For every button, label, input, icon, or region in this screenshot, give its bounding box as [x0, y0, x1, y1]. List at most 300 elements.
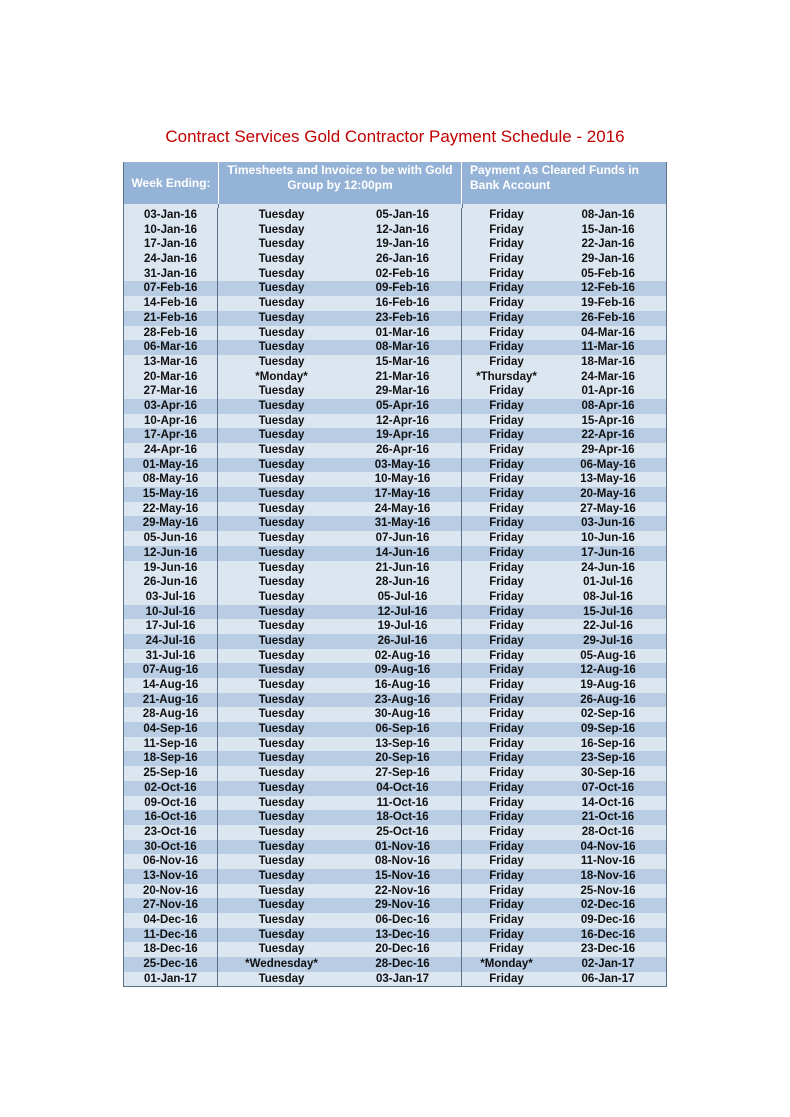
payment-date-cell: 16-Dec-16: [580, 928, 636, 941]
payment-date-cell: 25-Nov-16: [580, 884, 636, 897]
week-ending-cell: 01-May-16: [124, 458, 218, 473]
table-row: [124, 737, 666, 752]
table-row: [124, 810, 666, 825]
payment-date-cell: 09-Dec-16: [580, 914, 636, 926]
week-ending-cell: 24-Jan-16: [124, 252, 218, 267]
payment-day-cell: Friday: [489, 590, 524, 603]
timesheet-date-cell: 16-Aug-16: [344, 678, 462, 693]
week-ending-cell: 09-Oct-16: [124, 796, 218, 811]
timesheet-date-cell: 26-Apr-16: [344, 443, 462, 458]
table-row: [124, 252, 666, 267]
timesheet-day-cell: Tuesday: [258, 590, 305, 603]
timesheet-date-cell: 19-Apr-16: [344, 428, 462, 443]
week-ending-cell: 14-Feb-16: [124, 296, 218, 311]
table-row: [124, 781, 666, 796]
timesheet-day-cell: Tuesday: [258, 796, 305, 809]
week-ending-cell: 10-Jul-16: [124, 605, 218, 620]
timesheet-day-cell: Tuesday: [258, 561, 305, 574]
payment-day-cell: Friday: [489, 517, 524, 530]
timesheet-date-cell: 19-Jan-16: [344, 237, 462, 252]
payment-day-cell: Friday: [489, 532, 524, 545]
payment-day-cell: Friday: [489, 752, 524, 765]
payment-date-cell: 12-Aug-16: [580, 664, 636, 677]
timesheet-date-cell: 08-Nov-16: [344, 854, 462, 869]
week-ending-cell: 18-Sep-16: [124, 751, 218, 766]
payment-date-cell: 01-Jul-16: [583, 576, 633, 589]
table-row: [124, 546, 666, 561]
week-ending-cell: 19-Jun-16: [124, 561, 218, 576]
payment-date-cell: 15-Jul-16: [583, 605, 633, 618]
timesheet-date-cell: 14-Jun-16: [344, 546, 462, 561]
payment-date-cell: 23-Sep-16: [580, 752, 636, 765]
payment-date-cell: 27-May-16: [580, 502, 636, 515]
payment-date-cell: 05-Aug-16: [580, 649, 636, 662]
week-ending-cell: 11-Sep-16: [124, 737, 218, 752]
table-row: [124, 428, 666, 443]
week-ending-cell: 17-Apr-16: [124, 428, 218, 443]
week-ending-cell: 07-Aug-16: [124, 663, 218, 678]
payment-day-cell: Friday: [489, 723, 524, 736]
payment-day-cell: Friday: [489, 209, 524, 221]
payment-date-cell: 30-Sep-16: [580, 767, 636, 780]
timesheet-day-cell: Tuesday: [258, 502, 305, 515]
week-ending-cell: 23-Oct-16: [124, 825, 218, 840]
payment-day-cell: Friday: [489, 693, 524, 706]
week-ending-cell: 21-Aug-16: [124, 693, 218, 708]
timesheet-day-cell: Tuesday: [258, 253, 305, 266]
timesheet-date-cell: 17-May-16: [344, 487, 462, 502]
payment-day-cell: Friday: [489, 223, 524, 236]
payment-date-cell: 02-Sep-16: [580, 708, 636, 721]
table-row: [124, 634, 666, 649]
payment-date-cell: 16-Sep-16: [580, 737, 636, 750]
table-row: [124, 326, 666, 341]
payment-date-cell: 02-Jan-17: [581, 958, 635, 971]
payment-day-cell: Friday: [489, 943, 524, 956]
timesheet-day-cell: Tuesday: [258, 444, 305, 456]
week-ending-cell: 05-Jun-16: [124, 531, 218, 546]
payment-date-cell: 26-Aug-16: [580, 693, 636, 706]
payment-day-cell: Friday: [489, 840, 524, 853]
payment-date-cell: 19-Aug-16: [580, 679, 636, 691]
table-row: [124, 913, 666, 928]
payment-date-cell: 08-Jan-16: [581, 209, 635, 221]
week-ending-cell: 17-Jan-16: [124, 237, 218, 252]
payment-date-cell: 11-Mar-16: [581, 341, 635, 354]
week-ending-cell: 27-Nov-16: [124, 898, 218, 913]
week-ending-cell: 30-Oct-16: [124, 840, 218, 855]
timesheet-day-cell: Tuesday: [258, 914, 305, 926]
week-ending-cell: 03-Apr-16: [124, 399, 218, 414]
payment-day-cell: Friday: [489, 811, 524, 824]
payment-day-cell: Friday: [489, 297, 524, 310]
table-row: [124, 840, 666, 855]
payment-day-cell: Friday: [489, 620, 524, 633]
payment-date-cell: 06-May-16: [580, 458, 636, 471]
week-ending-cell: 27-Mar-16: [124, 384, 218, 399]
payment-date-cell: 08-Apr-16: [581, 399, 635, 412]
timesheet-day-cell: Tuesday: [258, 811, 305, 824]
timesheet-day-cell: Tuesday: [258, 488, 305, 501]
timesheet-day-cell: Tuesday: [258, 899, 305, 912]
payment-day-cell: Friday: [489, 737, 524, 750]
timesheet-date-cell: 24-May-16: [344, 502, 462, 517]
payment-day-cell: Friday: [489, 502, 524, 515]
week-ending-cell: 13-Nov-16: [124, 869, 218, 884]
payment-day-cell: Friday: [489, 546, 524, 559]
timesheet-day-cell: Tuesday: [258, 767, 305, 780]
week-ending-cell: 20-Mar-16: [124, 370, 218, 385]
payment-day-cell: Friday: [489, 253, 524, 266]
payment-date-cell: 02-Dec-16: [580, 899, 636, 912]
timesheet-day-cell: Tuesday: [258, 708, 305, 721]
timesheet-date-cell: 05-Jan-16: [344, 208, 462, 223]
table-row: [124, 208, 666, 223]
table-row: [124, 340, 666, 355]
payment-date-cell: 07-Oct-16: [581, 781, 635, 794]
table-row: [124, 516, 666, 531]
payment-date-cell: 20-May-16: [580, 488, 636, 501]
timesheet-date-cell: 30-Aug-16: [344, 707, 462, 722]
payment-date-cell: 22-Jan-16: [581, 238, 635, 251]
table-row: [124, 472, 666, 487]
timesheet-day-cell: Tuesday: [258, 649, 305, 662]
payment-date-cell: 18-Mar-16: [581, 355, 635, 368]
payment-day-cell: Friday: [489, 444, 524, 456]
payment-date-cell: 22-Apr-16: [581, 429, 635, 442]
table-row: [124, 443, 666, 458]
timesheet-day-cell: Tuesday: [258, 429, 305, 442]
payment-date-cell: 17-Jun-16: [581, 546, 635, 559]
payment-day-cell: Friday: [489, 399, 524, 412]
timesheet-date-cell: 29-Mar-16: [344, 384, 462, 399]
payment-date-cell: 13-May-16: [580, 473, 636, 486]
timesheet-date-cell: 22-Nov-16: [344, 884, 462, 899]
payment-date-cell: 06-Jan-17: [581, 972, 635, 985]
timesheet-date-cell: 20-Sep-16: [344, 751, 462, 766]
payment-day-cell: Friday: [489, 664, 524, 677]
table-row: [124, 561, 666, 576]
payment-day-cell: Friday: [489, 679, 524, 691]
payment-day-cell: Friday: [489, 708, 524, 721]
timesheet-day-cell: Tuesday: [258, 869, 305, 882]
week-ending-cell: 28-Feb-16: [124, 326, 218, 341]
timesheet-day-cell: Tuesday: [258, 576, 305, 589]
payment-date-cell: 15-Jan-16: [581, 223, 635, 236]
payment-day-cell: Friday: [489, 781, 524, 794]
table-row: [124, 972, 666, 987]
table-row: [124, 928, 666, 943]
timesheet-date-cell: 03-May-16: [344, 458, 462, 473]
table-body: [124, 208, 666, 986]
week-ending-cell: 25-Dec-16: [124, 957, 218, 972]
week-ending-cell: 17-Jul-16: [124, 619, 218, 634]
table-row: [124, 796, 666, 811]
timesheet-day-cell: Tuesday: [258, 341, 305, 354]
table-row: [124, 707, 666, 722]
table-row: [124, 722, 666, 737]
payment-date-cell: 09-Sep-16: [580, 723, 636, 736]
week-ending-cell: 21-Feb-16: [124, 311, 218, 326]
timesheet-day-cell: Tuesday: [258, 634, 305, 647]
timesheet-date-cell: 05-Apr-16: [344, 399, 462, 414]
payment-date-cell: 29-Jan-16: [581, 253, 635, 266]
week-ending-cell: 08-May-16: [124, 472, 218, 487]
timesheet-day-cell: Tuesday: [258, 209, 305, 221]
timesheet-date-cell: 19-Jul-16: [344, 619, 462, 634]
payment-date-cell: 08-Jul-16: [583, 590, 633, 603]
payment-date-cell: 10-Jun-16: [581, 532, 635, 545]
payment-date-cell: 24-Jun-16: [581, 561, 635, 574]
timesheet-date-cell: 20-Dec-16: [344, 942, 462, 957]
payment-day-cell: Friday: [489, 576, 524, 589]
timesheet-date-cell: 26-Jul-16: [344, 634, 462, 649]
table-row: [124, 281, 666, 296]
timesheet-date-cell: 03-Jan-17: [344, 972, 462, 987]
timesheet-date-cell: 21-Mar-16: [344, 370, 462, 385]
page-title: Contract Services Gold Contractor Payment Schedule - 2016: [165, 127, 625, 146]
timesheet-date-cell: 01-Nov-16: [344, 840, 462, 855]
week-ending-cell: 03-Jan-16: [124, 208, 218, 223]
week-ending-cell: 11-Dec-16: [124, 928, 218, 943]
table-row: [124, 942, 666, 957]
payment-day-cell: Friday: [489, 488, 524, 501]
payment-day-cell: Friday: [489, 414, 524, 427]
week-ending-cell: 20-Nov-16: [124, 884, 218, 899]
payment-day-cell: Friday: [489, 767, 524, 780]
timesheet-day-cell: Tuesday: [258, 355, 305, 368]
timesheet-day-cell: Tuesday: [258, 399, 305, 412]
timesheet-day-cell: Tuesday: [258, 223, 305, 236]
table-row: [124, 854, 666, 869]
timesheet-date-cell: 29-Nov-16: [344, 898, 462, 913]
week-ending-cell: 28-Aug-16: [124, 707, 218, 722]
table-row: [124, 898, 666, 913]
table-row: [124, 649, 666, 664]
week-ending-cell: 06-Nov-16: [124, 854, 218, 869]
timesheet-date-cell: 01-Mar-16: [344, 326, 462, 341]
timesheet-date-cell: 13-Dec-16: [344, 928, 462, 943]
table-header: [124, 162, 666, 204]
timesheet-date-cell: 12-Jan-16: [344, 223, 462, 238]
timesheet-day-cell: Tuesday: [258, 723, 305, 736]
payment-schedule-table: [123, 162, 667, 987]
table-row: [124, 296, 666, 311]
timesheet-date-cell: 15-Nov-16: [344, 869, 462, 884]
week-ending-cell: 24-Jul-16: [124, 634, 218, 649]
timesheet-date-cell: 15-Mar-16: [344, 355, 462, 370]
table-row: [124, 223, 666, 238]
payment-day-cell: Friday: [489, 311, 524, 324]
timesheet-date-cell: 06-Dec-16: [344, 913, 462, 928]
week-ending-cell: 07-Feb-16: [124, 281, 218, 296]
timesheet-day-cell: *Monday*: [255, 370, 308, 383]
week-ending-cell: 31-Jul-16: [124, 649, 218, 664]
table-row: [124, 237, 666, 252]
payment-day-cell: Friday: [489, 238, 524, 251]
payment-day-cell: Friday: [489, 634, 524, 647]
payment-date-cell: 19-Feb-16: [581, 297, 635, 310]
timesheet-day-cell: Tuesday: [258, 267, 305, 280]
payment-day-cell: Friday: [489, 825, 524, 838]
timesheet-date-cell: 02-Aug-16: [344, 649, 462, 664]
payment-day-cell: Friday: [489, 326, 524, 339]
timesheet-day-cell: Tuesday: [258, 385, 305, 398]
timesheet-day-cell: Tuesday: [258, 943, 305, 956]
timesheet-day-cell: Tuesday: [258, 311, 305, 324]
payment-date-cell: 03-Jun-16: [581, 517, 635, 530]
week-ending-cell: 24-Apr-16: [124, 443, 218, 458]
week-ending-cell: 10-Apr-16: [124, 414, 218, 429]
table-row: [124, 693, 666, 708]
table-row: [124, 619, 666, 634]
table-row: [124, 399, 666, 414]
timesheet-date-cell: 18-Oct-16: [344, 810, 462, 825]
payment-date-cell: 15-Apr-16: [581, 414, 635, 427]
timesheet-day-cell: Tuesday: [258, 781, 305, 794]
timesheet-day-cell: Tuesday: [258, 884, 305, 897]
payment-day-cell: Friday: [489, 605, 524, 618]
timesheet-day-cell: Tuesday: [258, 840, 305, 853]
timesheet-day-cell: Tuesday: [258, 517, 305, 530]
payment-day-cell: Friday: [489, 282, 524, 295]
timesheet-date-cell: 09-Feb-16: [344, 281, 462, 296]
timesheet-date-cell: 07-Jun-16: [344, 531, 462, 546]
timesheet-date-cell: 21-Jun-16: [344, 561, 462, 576]
timesheet-day-cell: Tuesday: [258, 414, 305, 427]
payment-day-cell: Friday: [489, 914, 524, 926]
timesheet-date-cell: 23-Feb-16: [344, 311, 462, 326]
table-row: [124, 751, 666, 766]
payment-date-cell: 24-Mar-16: [581, 370, 635, 383]
timesheet-day-cell: Tuesday: [258, 238, 305, 251]
payment-day-cell: Friday: [489, 855, 524, 868]
payment-day-cell: Friday: [489, 355, 524, 368]
timesheet-day-cell: Tuesday: [258, 326, 305, 339]
timesheet-day-cell: Tuesday: [258, 825, 305, 838]
timesheet-date-cell: 16-Feb-16: [344, 296, 462, 311]
week-ending-cell: 12-Jun-16: [124, 546, 218, 561]
header-timesheets: Timesheets and Invoice to be with Gold Group by 12:00pm: [219, 162, 462, 204]
table-row: [124, 384, 666, 399]
payment-day-cell: Friday: [489, 267, 524, 280]
table-row: [124, 487, 666, 502]
timesheet-day-cell: Tuesday: [258, 473, 305, 486]
payment-date-cell: 11-Nov-16: [580, 855, 636, 868]
timesheet-date-cell: 12-Jul-16: [344, 605, 462, 620]
timesheet-day-cell: Tuesday: [258, 546, 305, 559]
payment-date-cell: 04-Mar-16: [581, 326, 635, 339]
week-ending-cell: 01-Jan-17: [124, 972, 218, 987]
header-week-ending: Week Ending:: [124, 162, 219, 204]
week-ending-cell: 14-Aug-16: [124, 678, 218, 693]
table-row: [124, 370, 666, 385]
payment-day-cell: *Thursday*: [476, 370, 537, 383]
week-ending-cell: 26-Jun-16: [124, 575, 218, 590]
week-ending-cell: 15-May-16: [124, 487, 218, 502]
table-row: [124, 311, 666, 326]
table-row: [124, 957, 666, 972]
table-row: [124, 869, 666, 884]
timesheet-date-cell: 04-Oct-16: [344, 781, 462, 796]
payment-day-cell: Friday: [489, 972, 524, 985]
table-row: [124, 766, 666, 781]
week-ending-cell: 06-Mar-16: [124, 340, 218, 355]
payment-date-cell: 22-Jul-16: [583, 620, 633, 633]
week-ending-cell: 29-May-16: [124, 516, 218, 531]
week-ending-cell: 10-Jan-16: [124, 223, 218, 238]
payment-date-cell: 28-Oct-16: [581, 825, 635, 838]
timesheet-date-cell: 27-Sep-16: [344, 766, 462, 781]
payment-day-cell: Friday: [489, 899, 524, 912]
payment-date-cell: 12-Feb-16: [581, 282, 635, 295]
payment-day-cell: Friday: [489, 928, 524, 941]
table-row: [124, 414, 666, 429]
payment-date-cell: 26-Feb-16: [581, 311, 635, 324]
timesheet-day-cell: Tuesday: [258, 928, 305, 941]
table-row: [124, 590, 666, 605]
timesheet-day-cell: Tuesday: [258, 855, 305, 868]
week-ending-cell: 22-May-16: [124, 502, 218, 517]
week-ending-cell: 13-Mar-16: [124, 355, 218, 370]
timesheet-date-cell: 31-May-16: [344, 516, 462, 531]
payment-day-cell: Friday: [489, 473, 524, 486]
timesheet-day-cell: Tuesday: [258, 297, 305, 310]
timesheet-day-cell: Tuesday: [258, 620, 305, 633]
timesheet-day-cell: Tuesday: [258, 737, 305, 750]
timesheet-day-cell: Tuesday: [258, 458, 305, 471]
timesheet-date-cell: 06-Sep-16: [344, 722, 462, 737]
timesheet-day-cell: Tuesday: [258, 282, 305, 295]
table-row: [124, 502, 666, 517]
payment-day-cell: Friday: [489, 458, 524, 471]
payment-day-cell: *Monday*: [480, 958, 533, 971]
timesheet-date-cell: 11-Oct-16: [344, 796, 462, 811]
timesheet-day-cell: Tuesday: [258, 679, 305, 691]
timesheet-date-cell: 08-Mar-16: [344, 340, 462, 355]
table-row: [124, 663, 666, 678]
week-ending-cell: 04-Sep-16: [124, 722, 218, 737]
timesheet-date-cell: 13-Sep-16: [344, 737, 462, 752]
payment-date-cell: 29-Jul-16: [583, 634, 633, 647]
timesheet-day-cell: Tuesday: [258, 752, 305, 765]
timesheet-date-cell: 25-Oct-16: [344, 825, 462, 840]
week-ending-cell: 18-Dec-16: [124, 942, 218, 957]
payment-day-cell: Friday: [489, 561, 524, 574]
table-row: [124, 458, 666, 473]
timesheet-date-cell: 23-Aug-16: [344, 693, 462, 708]
payment-day-cell: Friday: [489, 429, 524, 442]
payment-date-cell: 18-Nov-16: [580, 869, 636, 882]
table-row: [124, 355, 666, 370]
week-ending-cell: 25-Sep-16: [124, 766, 218, 781]
week-ending-cell: 03-Jul-16: [124, 590, 218, 605]
table-row: [124, 825, 666, 840]
payment-day-cell: Friday: [489, 649, 524, 662]
header-payment: Payment As Cleared Funds in Bank Account: [470, 163, 639, 192]
timesheet-date-cell: 05-Jul-16: [344, 590, 462, 605]
timesheet-date-cell: 12-Apr-16: [344, 414, 462, 429]
payment-day-cell: Friday: [489, 341, 524, 354]
week-ending-cell: 04-Dec-16: [124, 913, 218, 928]
timesheet-date-cell: 26-Jan-16: [344, 252, 462, 267]
timesheet-date-cell: 02-Feb-16: [344, 267, 462, 282]
timesheet-date-cell: 10-May-16: [344, 472, 462, 487]
payment-day-cell: Friday: [489, 869, 524, 882]
table-row: [124, 267, 666, 282]
timesheet-day-cell: Tuesday: [258, 972, 305, 985]
payment-date-cell: 14-Oct-16: [581, 796, 635, 809]
